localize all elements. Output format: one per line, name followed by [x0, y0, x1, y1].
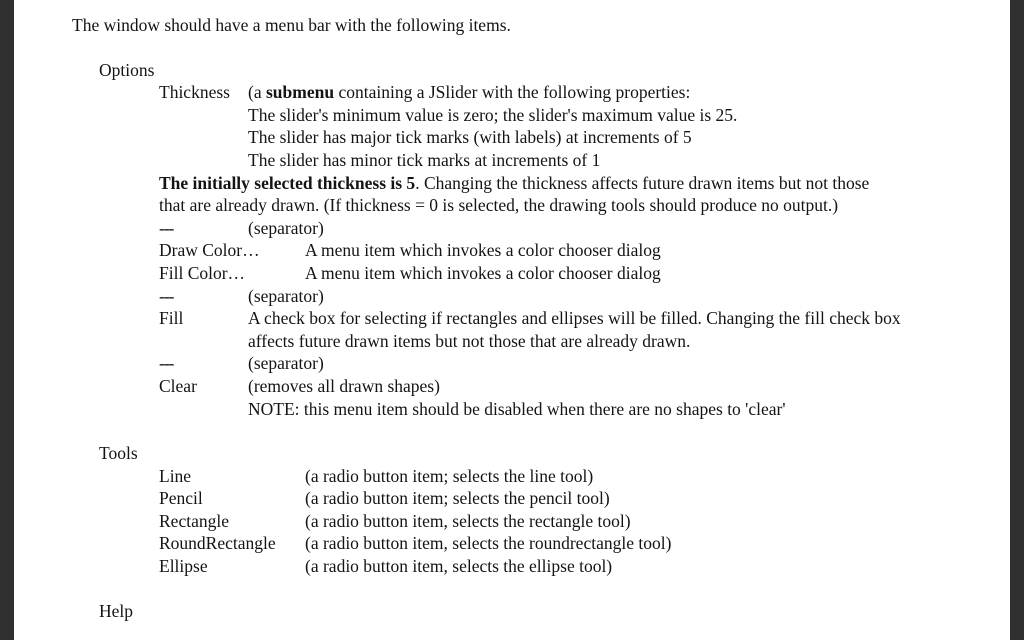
menu-item-label: Fill Color… [159, 262, 246, 283]
spacer [14, 420, 1010, 442]
menu-item-pencil [159, 487, 1010, 510]
menu-item-description: (a radio button item; selects the pencil tool) [305, 488, 610, 509]
thickness-note [159, 172, 871, 217]
menu-item-fill-color [159, 262, 1010, 285]
menu-item-draw-color [159, 239, 1010, 262]
menu-item-label: Draw Color… [159, 240, 260, 261]
menu-item-clear [159, 375, 1010, 398]
desc-lead: (a [248, 82, 266, 103]
document-body [14, 0, 1010, 622]
separator-dash: --- [159, 353, 174, 374]
document-sheet [14, 0, 1010, 640]
menu-heading-tools: Tools [99, 443, 138, 464]
thickness-detail-minor-ticks: The slider has minor tick marks at increments of 1 [248, 149, 601, 170]
menu-separator-1 [159, 217, 1010, 240]
menu-item-label: RoundRectangle [159, 533, 276, 554]
thickness-note-bold: The initially selected thickness is 5 [159, 172, 416, 193]
menu-item-description [248, 81, 945, 104]
menu-item-description: A menu item which invokes a color chooser dialog [305, 262, 661, 283]
menu-item-label: Clear [159, 375, 197, 396]
menu-item-fill [159, 307, 1010, 352]
right-gutter [1010, 0, 1024, 640]
menu-item-description: (a radio button item, selects the rectangle tool) [305, 510, 631, 531]
menu-item-description: (a radio button item, selects the roundrectangle tool) [305, 533, 672, 554]
desc-tail: containing a JSlider with the following properties: [334, 82, 691, 103]
menu-item-label: Ellipse [159, 556, 208, 577]
menu-item-description: (a radio button item; selects the line tool) [305, 465, 594, 486]
menu-item-label: Rectangle [159, 510, 229, 531]
menu-separator-3 [159, 352, 1010, 375]
menu-item-thickness [159, 81, 1010, 104]
desc-bold-submenu: submenu [265, 82, 335, 103]
thickness-detail-major-ticks: The slider has major tick marks (with labels) at increments of 5 [248, 127, 692, 148]
menu-heading-help: Help [99, 600, 134, 621]
menu-item-line [159, 465, 1010, 488]
left-gutter [0, 0, 14, 640]
clear-note: NOTE: this menu item should be disabled when there are no shapes to 'clear' [248, 398, 786, 419]
menu-item-description: A menu item which invokes a color chooser dialog [305, 240, 661, 261]
thickness-detail-min-max: The slider's minimum value is zero; the slider's maximum value is 25. [248, 104, 738, 125]
menu-item-label: Pencil [159, 488, 203, 509]
separator-caption: (separator) [248, 353, 324, 374]
menu-heading-options: Options [99, 59, 155, 80]
separator-dash: --- [159, 285, 174, 306]
menu-separator-2 [159, 285, 1010, 308]
intro-sentence: The window should have a menu bar with the following items. [72, 15, 511, 35]
menu-item-ellipse [159, 555, 1010, 578]
spacer [14, 37, 1010, 59]
menu-item-label: Line [159, 465, 192, 486]
menu-item-rectangle [159, 510, 1010, 533]
spacer [14, 578, 1010, 600]
menu-item-description: (removes all drawn shapes) [248, 375, 440, 396]
separator-caption: (separator) [248, 217, 324, 238]
separator-caption: (separator) [248, 285, 324, 306]
menu-item-description: A check box for selecting if rectangles and ellipses will be filled. Changing the fill check box affects future drawn items but not those that are already drawn. [248, 308, 901, 351]
thickness-note-rest: . Changing the thickness affects future drawn items but not those that are already drawn. (If thickness = 0 is selected, the drawing tools should produce no output.) [159, 172, 870, 216]
menu-item-roundrectangle [159, 532, 1010, 555]
menu-item-description: (a radio button item, selects the ellipse tool) [305, 556, 613, 577]
menu-item-label: Fill [159, 308, 184, 329]
separator-dash: --- [159, 217, 174, 238]
menu-item-label: Thickness [159, 82, 230, 103]
